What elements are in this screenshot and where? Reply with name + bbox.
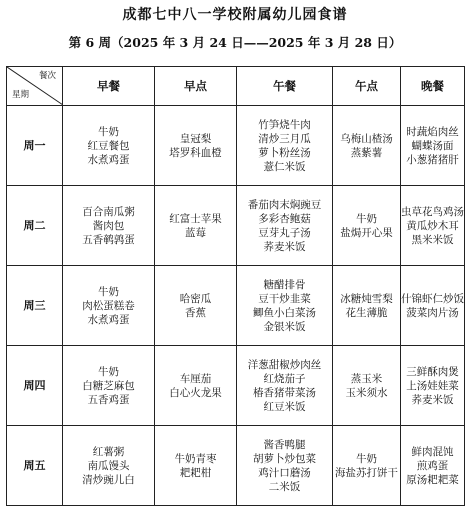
- menu-cell-breakfast: [63, 186, 155, 266]
- table-row: [7, 266, 465, 346]
- dish-item: 车厘茄: [179, 372, 212, 385]
- dish-item: 多彩杏鲍菇: [258, 212, 311, 225]
- dish-item: 肉松蛋糕卷: [82, 299, 135, 312]
- menu-cell-morning-snack: [155, 106, 237, 186]
- column-header-dinner: 晚餐: [401, 67, 465, 106]
- dish-item: 金银米饭: [263, 320, 306, 333]
- dish-item: 蒸紫薯: [350, 146, 383, 159]
- column-header-afternoon-snack: 午点: [333, 67, 401, 106]
- dish-item: 竹笋烧牛肉: [258, 118, 311, 131]
- dish-item: 白糖芝麻包: [82, 379, 135, 392]
- table-row: [7, 106, 465, 186]
- dish-item: 百合南瓜粥: [82, 205, 135, 218]
- dish-item: 牛奶: [98, 125, 119, 138]
- menu-cell-afternoon-snack: [333, 186, 401, 266]
- dish-item: 萝卜粉丝汤: [258, 146, 311, 159]
- dish-item: 椿香猪带菜汤: [253, 386, 316, 399]
- dish-item: 黄瓜炒木耳: [406, 219, 459, 232]
- menu-cell-morning-snack: [155, 426, 237, 506]
- menu-cell-dinner: [401, 346, 465, 426]
- dish-item: 洋葱甜椒炒肉丝: [247, 358, 322, 371]
- corner-cell: [7, 67, 63, 106]
- menu-cell-morning-snack: [155, 346, 237, 426]
- dish-item: 牛奶: [356, 452, 377, 465]
- day-label: 周四: [7, 346, 63, 426]
- table-row: [7, 346, 465, 426]
- menu-cell-dinner: [401, 266, 465, 346]
- dish-item: 海盐苏打饼干: [335, 466, 398, 479]
- column-header-breakfast: 早餐: [63, 67, 155, 106]
- dish-item: 五香鸡蛋: [87, 393, 130, 406]
- menu-cell-lunch: [237, 346, 333, 426]
- dish-item: 鲫鱼小白菜汤: [253, 306, 316, 319]
- menu-cell-breakfast: [63, 106, 155, 186]
- dish-item: 香蕉: [185, 306, 206, 319]
- dish-item: 什锦虾仁炒饭: [401, 292, 464, 305]
- menu-cell-dinner: [401, 106, 465, 186]
- day-label: 周一: [7, 106, 63, 186]
- dish-item: 牛奶: [356, 212, 377, 225]
- dish-item: 清炒豌儿白: [82, 473, 135, 486]
- dish-item: 鲜肉混饨: [411, 445, 454, 458]
- dish-item: 乌梅山楂汤: [340, 132, 393, 145]
- menu-cell-morning-snack: [155, 186, 237, 266]
- dish-item: 蒸玉米: [350, 372, 383, 385]
- dish-item: 酱肉包: [92, 219, 125, 232]
- dish-item: 蝴蝶汤面: [411, 139, 454, 152]
- menu-cell-afternoon-snack: [333, 106, 401, 186]
- menu-body: [7, 106, 465, 506]
- column-header-lunch: 午餐: [237, 67, 333, 106]
- dish-item: 小葱猪猪肝: [406, 153, 459, 166]
- menu-cell-breakfast: [63, 426, 155, 506]
- dish-item: 上汤娃娃菜: [406, 379, 459, 392]
- dish-item: 牛奶青枣: [174, 452, 217, 465]
- dish-item: 豆干炒韭菜: [258, 292, 311, 305]
- dish-item: 荞麦米饭: [411, 393, 454, 406]
- dish-item: 盐焗开心果: [340, 226, 393, 239]
- day-label: 周五: [7, 426, 63, 506]
- dish-item: 水煮鸡蛋: [87, 313, 130, 326]
- dish-item: 牛奶: [98, 285, 119, 298]
- menu-cell-dinner: [401, 186, 465, 266]
- dish-item: 黑米米饭: [411, 233, 454, 246]
- dish-item: 白心火龙果: [169, 386, 222, 399]
- dish-item: 鸡汁口蘑汤: [258, 466, 311, 479]
- day-label: 周三: [7, 266, 63, 346]
- dish-item: 菠菜肉片汤: [406, 306, 459, 319]
- menu-cell-morning-snack: [155, 266, 237, 346]
- dish-item: 红豆米饭: [263, 400, 306, 413]
- dish-item: 时蔬焰肉丝: [406, 125, 459, 138]
- page-title: 成都七中八一学校附属幼儿园食谱: [122, 7, 348, 23]
- dish-item: 五香鹌鹑蛋: [82, 233, 135, 246]
- dish-item: 塔罗科血橙: [169, 146, 222, 159]
- table-row: [7, 426, 465, 506]
- menu-cell-breakfast: [63, 346, 155, 426]
- menu-cell-dinner: [401, 426, 465, 506]
- dish-item: 蓝莓: [185, 226, 206, 239]
- dish-item: 三鲜酥肉煲: [406, 365, 459, 378]
- dish-item: 清炒三月瓜: [258, 132, 311, 145]
- dish-item: 豆芽丸子汤: [258, 226, 311, 239]
- dish-item: 红豆餐包: [87, 139, 130, 152]
- dish-item: 耙耙柑: [179, 466, 212, 479]
- dish-item: 哈密瓜: [179, 292, 212, 305]
- dish-item: 荞麦米饭: [263, 240, 306, 253]
- menu-cell-lunch: [237, 426, 333, 506]
- dish-item: 红富士苹果: [169, 212, 222, 225]
- dish-item: 虫草花鸟鸡汤: [401, 205, 464, 218]
- week-subtitle: 第 6 周（2025 年 3 月 24 日——2025 年 3 月 28 日）: [68, 35, 402, 50]
- menu-cell-lunch: [237, 106, 333, 186]
- menu-cell-lunch: [237, 266, 333, 346]
- corner-meal-label: 餐次: [38, 71, 56, 81]
- dish-item: 冰糖炖雪梨: [340, 292, 393, 305]
- dish-item: 南瓜馒头: [87, 459, 130, 472]
- menu-cell-afternoon-snack: [333, 426, 401, 506]
- dish-item: 花生薄脆: [345, 306, 388, 319]
- dish-item: 番茄肉末焖豌豆: [247, 198, 322, 211]
- menu-cell-afternoon-snack: [333, 346, 401, 426]
- dish-item: 糖醋排骨: [263, 278, 306, 291]
- dish-item: 牛奶: [98, 365, 119, 378]
- dish-item: 水煮鸡蛋: [87, 153, 130, 166]
- dish-item: 酱香鸭腿: [263, 438, 306, 451]
- dish-item: 皇冠梨: [179, 132, 212, 145]
- dish-item: 胡萝卜炒包菜: [253, 452, 316, 465]
- table-row: [7, 186, 465, 266]
- dish-item: 薏仁米饭: [263, 160, 306, 173]
- dish-item: 原汤耙耙菜: [406, 473, 459, 486]
- column-header-morning-snack: 早点: [155, 67, 237, 106]
- menu-table: [6, 66, 465, 506]
- dish-item: 红薯粥: [92, 445, 125, 458]
- dish-item: 煎鸡蛋: [416, 459, 449, 472]
- corner-day-label: 星期: [12, 90, 30, 100]
- menu-cell-afternoon-snack: [333, 266, 401, 346]
- menu-cell-breakfast: [63, 266, 155, 346]
- menu-cell-lunch: [237, 186, 333, 266]
- day-label: 周二: [7, 186, 63, 266]
- dish-item: 红烧茄子: [263, 372, 306, 385]
- header-row: [7, 67, 465, 106]
- dish-item: 玉米须水: [345, 386, 388, 399]
- dish-item: 二米饭: [268, 480, 301, 493]
